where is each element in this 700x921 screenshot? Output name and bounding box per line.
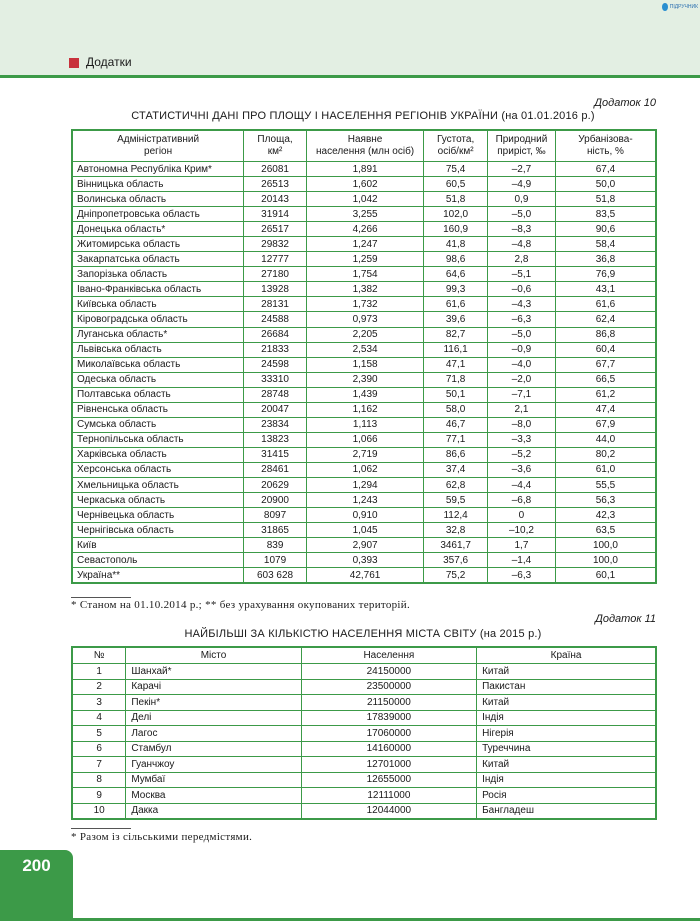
cell-area: 31914: [244, 207, 307, 222]
cell-area: 26513: [244, 177, 307, 192]
cell-growth: –6,3: [488, 568, 556, 584]
cell-urban: 47,4: [555, 402, 656, 417]
cell-density: 86,6: [424, 447, 488, 462]
cell-density: 51,8: [424, 192, 488, 207]
cell-country: Нігерія: [477, 726, 656, 742]
cell-population: 1,162: [306, 402, 423, 417]
cell-region: Дніпропетровська область: [72, 207, 244, 222]
cell-region: Кіровоградська область: [72, 312, 244, 327]
table-row: [72, 282, 656, 297]
cell-city-population: 12111000: [301, 788, 476, 804]
cell-number: 8: [72, 772, 126, 788]
cell-city: Дакка: [126, 803, 301, 819]
table-row: [72, 342, 656, 357]
top-band-rule: [0, 75, 700, 78]
cell-area: 31865: [244, 523, 307, 538]
cities-table-title: НАЙБІЛЬШІ ЗА КІЛЬКІСТЮ НАСЕЛЕННЯ МІСТА СВІТУ (на 2015 р.): [184, 628, 542, 640]
cell-country: Туреччина: [477, 741, 656, 757]
table-row: [72, 568, 656, 584]
cell-urban: 61,0: [555, 462, 656, 477]
cell-density: 116,1: [424, 342, 488, 357]
table-row: [72, 772, 656, 788]
cell-country: Китай: [477, 757, 656, 773]
cell-density: 102,0: [424, 207, 488, 222]
cell-population: 2,205: [306, 327, 423, 342]
cell-number: 6: [72, 741, 126, 757]
table-row: [72, 710, 656, 726]
cell-urban: 61,6: [555, 297, 656, 312]
cell-population: 1,294: [306, 477, 423, 492]
cell-city: Лагос: [126, 726, 301, 742]
cell-growth: –10,2: [488, 523, 556, 538]
cell-urban: 44,0: [555, 432, 656, 447]
table-row: [72, 695, 656, 711]
cell-density: 99,3: [424, 282, 488, 297]
cell-growth: 2,1: [488, 402, 556, 417]
cell-population: 2,390: [306, 372, 423, 387]
appendix-10-label: Додаток 10: [594, 97, 656, 109]
cell-population: 1,062: [306, 462, 423, 477]
cell-growth: –3,3: [488, 432, 556, 447]
cell-area: 26081: [244, 162, 307, 177]
cell-growth: 1,7: [488, 538, 556, 553]
cell-number: 1: [72, 664, 126, 680]
cell-population: 2,719: [306, 447, 423, 462]
cell-urban: 80,2: [555, 447, 656, 462]
cell-growth: –4,3: [488, 297, 556, 312]
table-row: [72, 432, 656, 447]
cell-city-population: 12044000: [301, 803, 476, 819]
cell-growth: –4,8: [488, 237, 556, 252]
cell-density: 82,7: [424, 327, 488, 342]
cell-density: 3461,7: [424, 538, 488, 553]
cell-density: 75,2: [424, 568, 488, 584]
cell-growth: –8,3: [488, 222, 556, 237]
cell-growth: 0: [488, 508, 556, 523]
cell-city-population: 23500000: [301, 679, 476, 695]
cell-region: Севастополь: [72, 553, 244, 568]
table-row: [72, 523, 656, 538]
cell-area: 26684: [244, 327, 307, 342]
cell-density: 357,6: [424, 553, 488, 568]
cell-population: 1,382: [306, 282, 423, 297]
table-row: [72, 402, 656, 417]
cell-area: 8097: [244, 508, 307, 523]
regions-table-title: СТАТИСТИЧНІ ДАНІ ПРО ПЛОЩУ І НАСЕЛЕННЯ РЕГІОНІВ УКРАЇНИ (на 01.01.2016 р.): [131, 110, 595, 122]
cell-population: 0,393: [306, 553, 423, 568]
cell-growth: –0,9: [488, 342, 556, 357]
cell-region: Донецька область*: [72, 222, 244, 237]
cell-population: 1,732: [306, 297, 423, 312]
cell-growth: –7,1: [488, 387, 556, 402]
cell-region: Тернопільська область: [72, 432, 244, 447]
cell-region: Львівська область: [72, 342, 244, 357]
cell-region: Волинська область: [72, 192, 244, 207]
table-row: [72, 297, 656, 312]
cell-urban: 83,5: [555, 207, 656, 222]
cell-country: Росія: [477, 788, 656, 804]
cell-urban: 50,0: [555, 177, 656, 192]
logo-text: ПІДРУЧНИК: [669, 4, 698, 10]
cell-region: Київська область: [72, 297, 244, 312]
cell-area: 21833: [244, 342, 307, 357]
appendix-11-label: Додаток 11: [595, 613, 656, 625]
table-row: [72, 312, 656, 327]
cell-area: 20047: [244, 402, 307, 417]
cell-region: Запорізька область: [72, 267, 244, 282]
table-row: [72, 664, 656, 680]
cell-population: 1,045: [306, 523, 423, 538]
cell-population: 1,754: [306, 267, 423, 282]
cell-density: 61,6: [424, 297, 488, 312]
cell-country: Пакистан: [477, 679, 656, 695]
cell-density: 98,6: [424, 252, 488, 267]
table-row: [72, 493, 656, 508]
cell-population: 1,439: [306, 387, 423, 402]
cell-urban: 55,5: [555, 477, 656, 492]
table-row: [72, 267, 656, 282]
cell-density: 64,6: [424, 267, 488, 282]
table-row: [72, 192, 656, 207]
cell-growth: –1,4: [488, 553, 556, 568]
cell-urban: 67,7: [555, 357, 656, 372]
cell-region: Україна**: [72, 568, 244, 584]
table-row: [72, 162, 656, 177]
table-row: [72, 726, 656, 742]
cell-growth: –6,8: [488, 493, 556, 508]
cell-area: 26517: [244, 222, 307, 237]
cell-region: Автономна Республіка Крим*: [72, 162, 244, 177]
cell-city: Стамбул: [126, 741, 301, 757]
cell-population: 2,907: [306, 538, 423, 553]
cell-city-population: 12701000: [301, 757, 476, 773]
cell-city-population: 24150000: [301, 664, 476, 680]
footnote-rule: [71, 828, 131, 829]
cell-growth: –5,1: [488, 267, 556, 282]
cell-country: Індія: [477, 710, 656, 726]
cell-region: Рівненська область: [72, 402, 244, 417]
cell-growth: –5,0: [488, 207, 556, 222]
table-row: [72, 757, 656, 773]
table-row: [72, 252, 656, 267]
cell-urban: 56,3: [555, 493, 656, 508]
cell-country: Бангладеш: [477, 803, 656, 819]
cell-urban: 60,4: [555, 342, 656, 357]
cell-area: 23834: [244, 417, 307, 432]
table-row: [72, 477, 656, 492]
regions-table: [71, 129, 657, 584]
regions-table-body: [72, 162, 656, 584]
cell-city-population: 21150000: [301, 695, 476, 711]
cell-area: 28131: [244, 297, 307, 312]
cell-density: 75,4: [424, 162, 488, 177]
cell-urban: 100,0: [555, 538, 656, 553]
cell-density: 41,8: [424, 237, 488, 252]
table-row: [72, 788, 656, 804]
cell-region: Харківська область: [72, 447, 244, 462]
table-row: [72, 803, 656, 819]
cities-table: [71, 646, 657, 820]
cell-urban: 43,1: [555, 282, 656, 297]
cell-density: 47,1: [424, 357, 488, 372]
cell-city-population: 17839000: [301, 710, 476, 726]
table-row: [72, 508, 656, 523]
cell-region: Івано-Франківська область: [72, 282, 244, 297]
cell-density: 37,4: [424, 462, 488, 477]
section-title: Додатки: [86, 55, 132, 69]
cell-area: 1079: [244, 553, 307, 568]
cell-area: 33310: [244, 372, 307, 387]
cell-country: Китай: [477, 695, 656, 711]
table-row: [72, 222, 656, 237]
cell-density: 39,6: [424, 312, 488, 327]
cell-density: 62,8: [424, 477, 488, 492]
table-row: [72, 177, 656, 192]
cell-area: 20900: [244, 493, 307, 508]
cell-area: 31415: [244, 447, 307, 462]
regions-footnote: * Станом на 01.10.2014 р.; ** без урахування окупованих територій.: [71, 599, 411, 611]
cell-country: Китай: [477, 664, 656, 680]
table-row: [72, 553, 656, 568]
cell-area: 27180: [244, 267, 307, 282]
column-header-country: Країна: [477, 647, 656, 664]
cell-region: Миколаївська область: [72, 357, 244, 372]
cell-city: Делі: [126, 710, 301, 726]
cell-population: 1,243: [306, 493, 423, 508]
table-row: [72, 357, 656, 372]
table-row: [72, 679, 656, 695]
cell-city: Мумбаї: [126, 772, 301, 788]
cell-area: 24598: [244, 357, 307, 372]
footnote-rule: [71, 597, 131, 598]
cell-area: 28461: [244, 462, 307, 477]
cell-population: 4,266: [306, 222, 423, 237]
cell-growth: –6,3: [488, 312, 556, 327]
cell-region: Київ: [72, 538, 244, 553]
section-marker-icon: [69, 58, 79, 68]
cities-table-header: [72, 647, 656, 664]
cell-city-population: 17060000: [301, 726, 476, 742]
cell-urban: 36,8: [555, 252, 656, 267]
cell-urban: 76,9: [555, 267, 656, 282]
cell-growth: –2,7: [488, 162, 556, 177]
table-row: [72, 417, 656, 432]
cell-population: 1,602: [306, 177, 423, 192]
cell-area: 13928: [244, 282, 307, 297]
cell-population: 1,066: [306, 432, 423, 447]
cell-city-population: 12655000: [301, 772, 476, 788]
cell-density: 50,1: [424, 387, 488, 402]
table-row: [72, 538, 656, 553]
cell-country: Індія: [477, 772, 656, 788]
cities-table-body: [72, 664, 656, 820]
cell-area: 24588: [244, 312, 307, 327]
cell-region: Черкаська область: [72, 493, 244, 508]
cell-population: 2,534: [306, 342, 423, 357]
cell-growth: 0,9: [488, 192, 556, 207]
cell-density: 60,5: [424, 177, 488, 192]
cell-region: Сумська область: [72, 417, 244, 432]
table-row: [72, 372, 656, 387]
cell-density: 71,8: [424, 372, 488, 387]
cell-urban: 100,0: [555, 553, 656, 568]
cell-population: 0,910: [306, 508, 423, 523]
cell-region: Полтавська область: [72, 387, 244, 402]
page-number: 200: [22, 856, 51, 875]
cell-number: 2: [72, 679, 126, 695]
cell-city: Шанхай*: [126, 664, 301, 680]
cell-growth: –5,0: [488, 327, 556, 342]
cell-density: 32,8: [424, 523, 488, 538]
cell-growth: –2,0: [488, 372, 556, 387]
cell-population: 0,973: [306, 312, 423, 327]
cell-density: 77,1: [424, 432, 488, 447]
cell-area: 839: [244, 538, 307, 553]
cell-population: 1,042: [306, 192, 423, 207]
cell-number: 4: [72, 710, 126, 726]
column-header-city: Місто: [126, 647, 301, 664]
cell-region: Луганська область*: [72, 327, 244, 342]
cell-city: Карачі: [126, 679, 301, 695]
cell-number: 9: [72, 788, 126, 804]
cell-urban: 62,4: [555, 312, 656, 327]
table-row: [72, 741, 656, 757]
cell-density: 160,9: [424, 222, 488, 237]
regions-table-header: [72, 130, 656, 162]
cell-population: 1,113: [306, 417, 423, 432]
cell-region: Чернігівська область: [72, 523, 244, 538]
cell-region: Хмельницька область: [72, 477, 244, 492]
cities-footnote: * Разом із сільськими передмістями.: [71, 831, 253, 843]
cell-area: 13823: [244, 432, 307, 447]
cell-number: 5: [72, 726, 126, 742]
cell-density: 59,5: [424, 493, 488, 508]
column-header-area: Площа, км²: [244, 130, 307, 162]
cell-growth: –4,0: [488, 357, 556, 372]
cell-growth: –5,2: [488, 447, 556, 462]
column-header-density: Густота, осіб/км²: [424, 130, 488, 162]
cell-city: Пекін*: [126, 695, 301, 711]
cell-region: Чернівецька область: [72, 508, 244, 523]
logo-icon: [662, 3, 668, 11]
cell-area: 28748: [244, 387, 307, 402]
cell-urban: 51,8: [555, 192, 656, 207]
cell-area: 20143: [244, 192, 307, 207]
cell-urban: 58,4: [555, 237, 656, 252]
publisher-logo: [662, 2, 698, 12]
cell-urban: 63,5: [555, 523, 656, 538]
cell-population: 1,259: [306, 252, 423, 267]
cell-growth: –4,9: [488, 177, 556, 192]
column-header-growth: Природний приріст, ‰: [488, 130, 556, 162]
table-row: [72, 387, 656, 402]
column-header-region: Адміністративний регіон: [72, 130, 244, 162]
cell-growth: 2,8: [488, 252, 556, 267]
cell-urban: 66,5: [555, 372, 656, 387]
cell-population: 1,247: [306, 237, 423, 252]
cell-urban: 42,3: [555, 508, 656, 523]
cell-urban: 67,9: [555, 417, 656, 432]
cell-number: 3: [72, 695, 126, 711]
cell-urban: 90,6: [555, 222, 656, 237]
cell-urban: 67,4: [555, 162, 656, 177]
cell-density: 46,7: [424, 417, 488, 432]
cell-urban: 61,2: [555, 387, 656, 402]
cell-growth: –0,6: [488, 282, 556, 297]
cell-area: 603 628: [244, 568, 307, 584]
table-row: [72, 447, 656, 462]
cell-region: Закарпатська область: [72, 252, 244, 267]
cell-region: Житомирська область: [72, 237, 244, 252]
cell-area: 12777: [244, 252, 307, 267]
cell-city-population: 14160000: [301, 741, 476, 757]
cell-population: 1,891: [306, 162, 423, 177]
cell-area: 29832: [244, 237, 307, 252]
column-header-urban: Урбанізова- ність, %: [555, 130, 656, 162]
cell-growth: –4,4: [488, 477, 556, 492]
cell-city: Гуанчжоу: [126, 757, 301, 773]
table-row: [72, 462, 656, 477]
cell-region: Херсонська область: [72, 462, 244, 477]
cell-population: 3,255: [306, 207, 423, 222]
table-row: [72, 207, 656, 222]
cell-population: 42,761: [306, 568, 423, 584]
cell-number: 10: [72, 803, 126, 819]
column-header-number: №: [72, 647, 126, 664]
cell-area: 20629: [244, 477, 307, 492]
cell-city: Москва: [126, 788, 301, 804]
cell-urban: 86,8: [555, 327, 656, 342]
table-row: [72, 237, 656, 252]
cell-density: 112,4: [424, 508, 488, 523]
cell-growth: –8,0: [488, 417, 556, 432]
table-row: [72, 327, 656, 342]
cell-growth: –3,6: [488, 462, 556, 477]
cell-population: 1,158: [306, 357, 423, 372]
cell-urban: 60,1: [555, 568, 656, 584]
column-header-city-population: Населення: [301, 647, 476, 664]
column-header-population: Наявне населення (млн осіб): [306, 130, 423, 162]
cell-number: 7: [72, 757, 126, 773]
cell-region: Вінницька область: [72, 177, 244, 192]
cell-density: 58,0: [424, 402, 488, 417]
cell-region: Одеська область: [72, 372, 244, 387]
